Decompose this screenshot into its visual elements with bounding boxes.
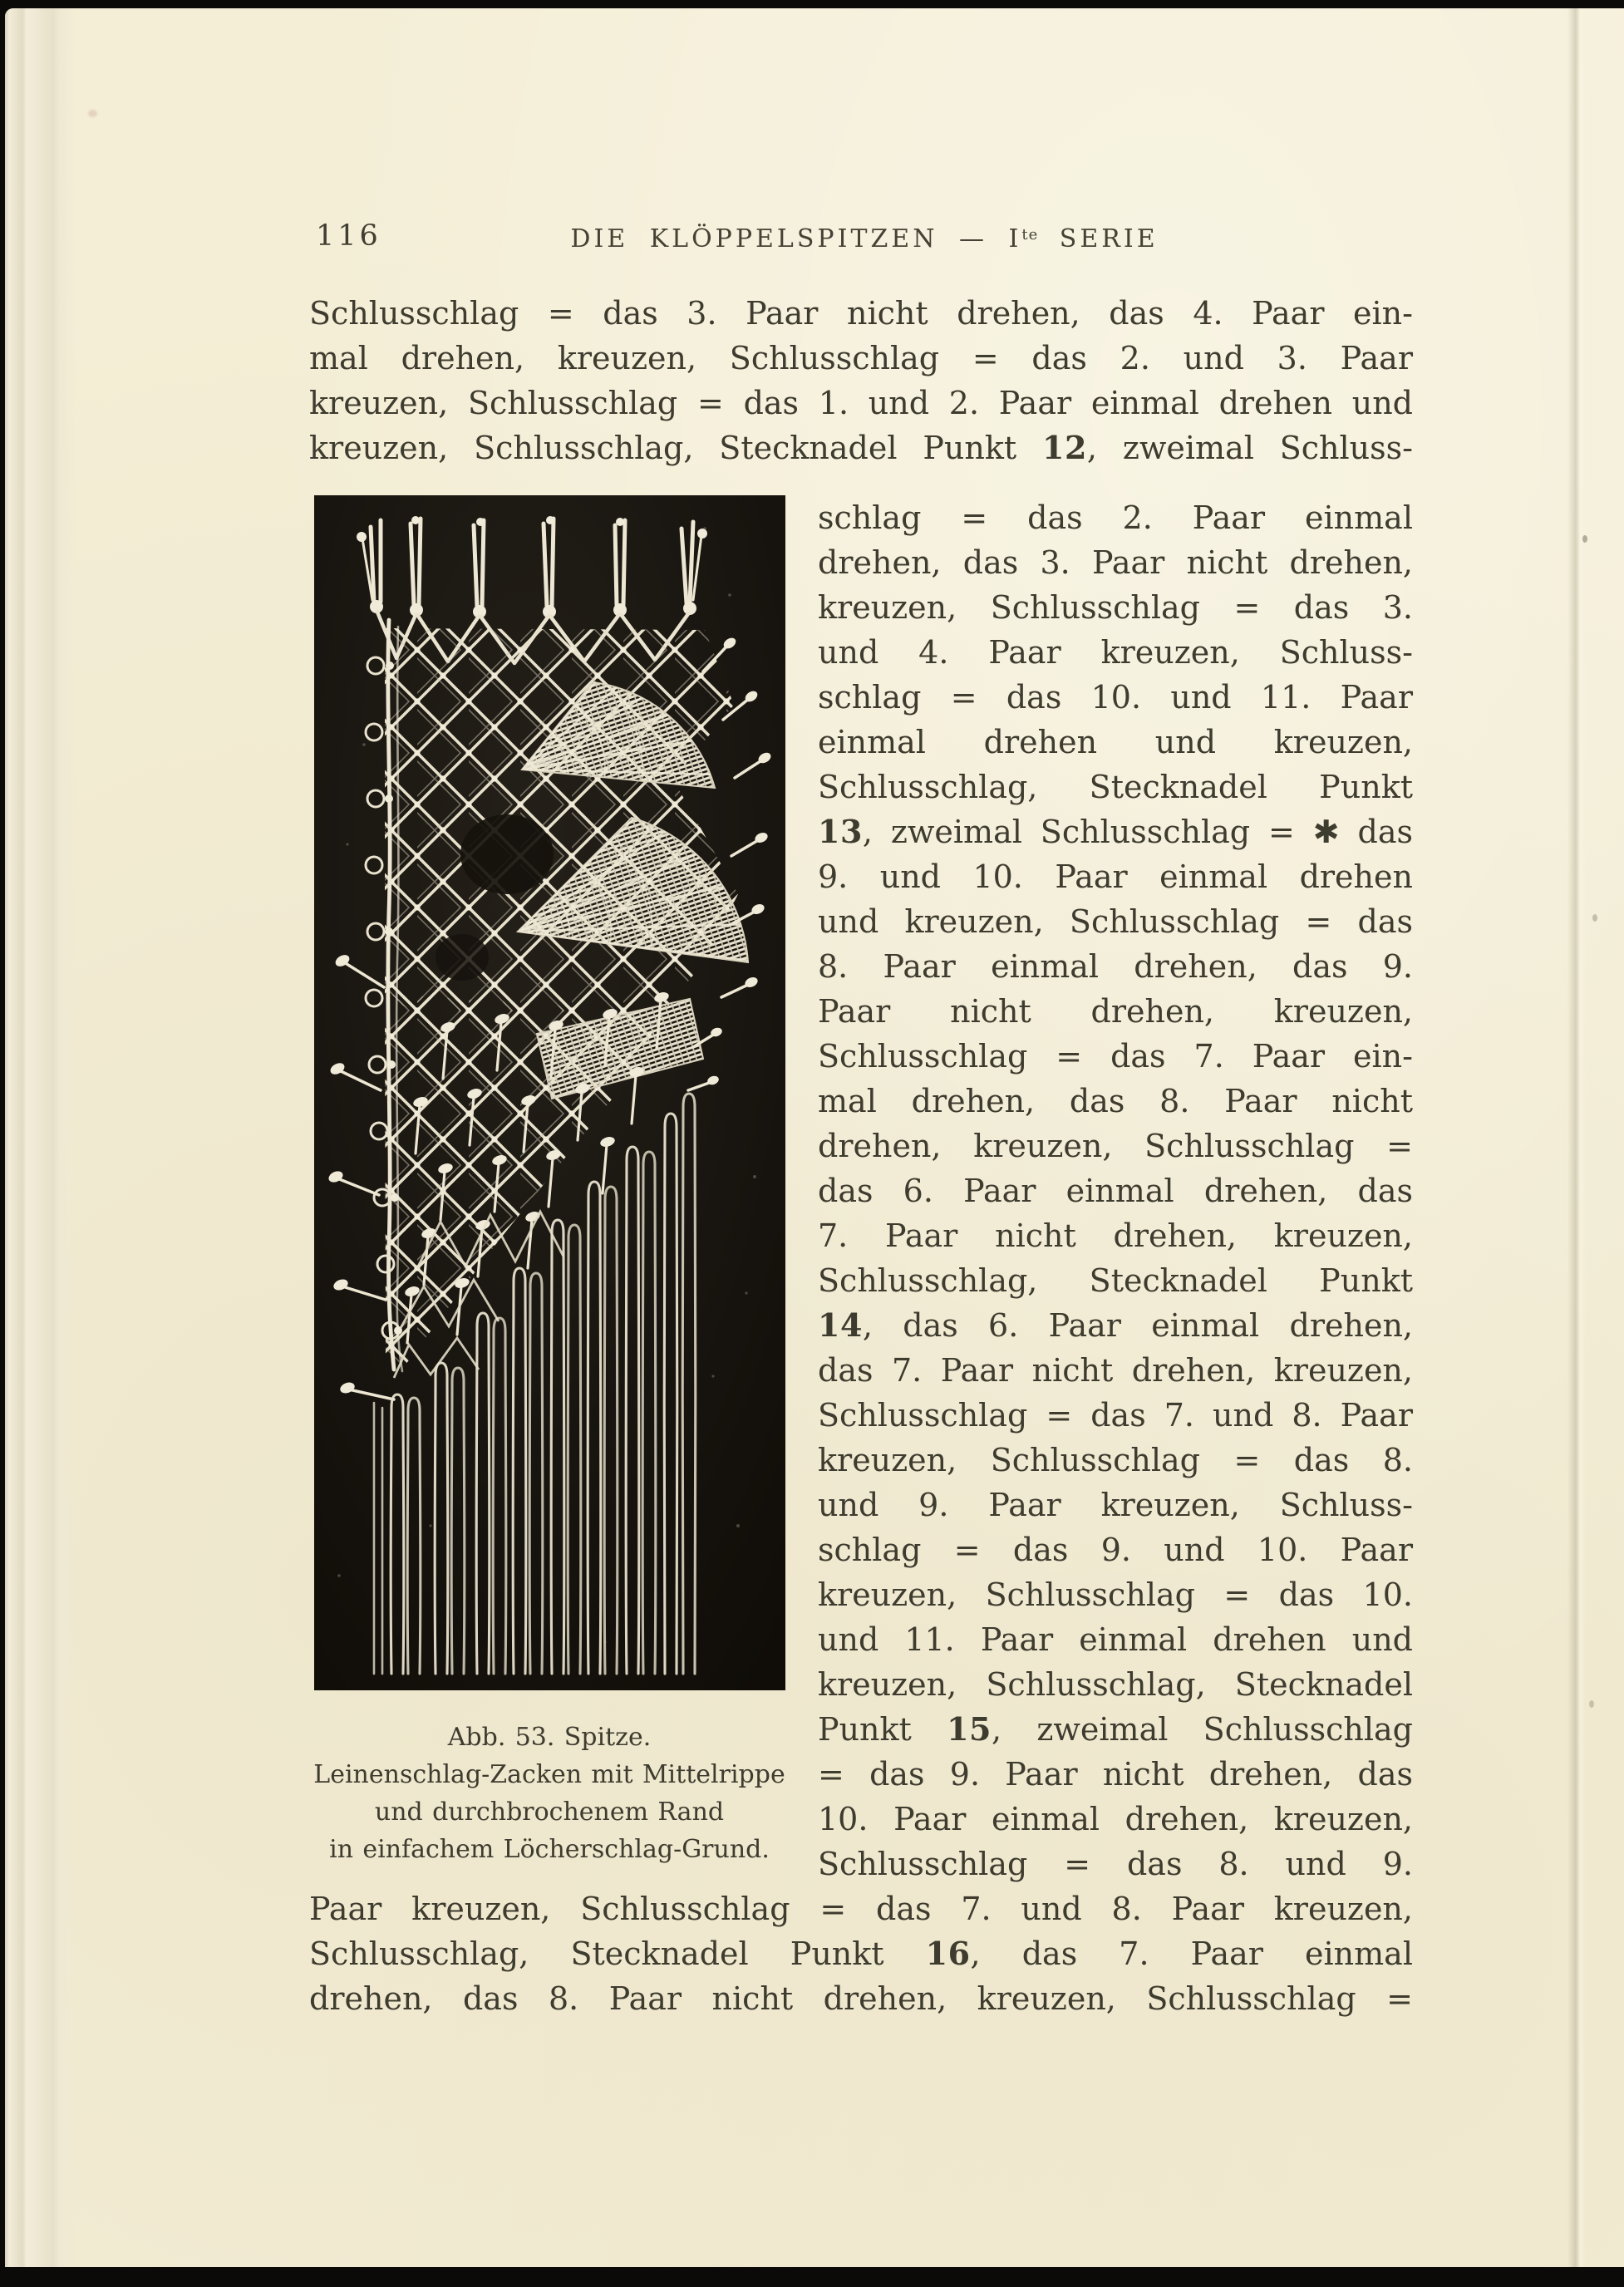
text-line: drehen, das 8. Paar nicht drehen, kreuzen, Schlusschlag = [309,1980,1413,2017]
body-text [309,291,1413,2021]
text-line: = das 9. Paar nicht drehen, das [818,1756,1413,1793]
text-line: mal drehen, das 8. Paar nicht [818,1083,1413,1119]
text-line: und 4. Paar kreuzen, Schluss- [818,634,1413,671]
caption-line: Abb. 53. Spitze. [447,1723,652,1752]
text-line: 13, zweimal Schlusschlag = ✱ das [818,813,1413,850]
text-line: kreuzen, Schlusschlag = das 8. [818,1442,1413,1478]
text-line: und kreuzen, Schlusschlag = das [818,903,1413,940]
text-line: Schlusschlag, Stecknadel Punkt [818,1262,1413,1299]
running-header-suffix: SERIE [1038,224,1159,253]
text-line: mal drehen, kreuzen, Schlusschlag = das 2. und 3. Paar [309,340,1413,376]
text-line: 7. Paar nicht drehen, kreuzen, [818,1217,1413,1254]
text-line: einmal drehen und kreuzen, [818,724,1413,760]
caption-line: Leinenschlag-Zacken mit Mittelrippe [313,1760,785,1789]
page-edge-left [5,8,76,2267]
text-line: schlag = das 10. und 11. Paar [818,679,1413,716]
text-line: Paar kreuzen, Schlusschlag = das 7. und 8. Paar kreuzen, [309,1891,1413,1927]
figure-caption [279,1719,819,1868]
text-line: schlag = das 9. und 10. Paar [818,1532,1413,1568]
text-line: Schlusschlag = das 8. und 9. [818,1846,1413,1882]
figure-abb-53 [309,495,785,1868]
text-line: kreuzen, Schlusschlag, Stecknadel [818,1666,1413,1703]
text-line: 8. Paar einmal drehen, das 9. [818,948,1413,985]
text-line: Schlusschlag = das 7. und 8. Paar [818,1397,1413,1434]
text-line: drehen, das 3. Paar nicht drehen, [818,544,1413,581]
text-line: kreuzen, Schlusschlag, Stecknadel Punkt 12, zweimal Schluss- [309,429,1413,466]
ink-speck [1592,914,1597,922]
caption-line: und durchbrochenem Rand [374,1798,725,1827]
running-header-superscript: te [1021,226,1039,243]
paragraph-top [309,291,1413,470]
foxing-speck [88,110,97,117]
text-line: 9. und 10. Paar einmal drehen [818,858,1413,895]
running-header-text: DIE KLÖPPELSPITZEN — I [570,224,1022,253]
page-number: 116 [316,219,381,253]
text-line: Schlusschlag = das 3. Paar nicht drehen, das 4. Paar ein- [309,295,1413,332]
ink-speck [1589,1700,1594,1708]
text-line: Punkt 15, zweimal Schlusschlag [818,1710,1413,1748]
text-line: kreuzen, Schlusschlag = das 1. und 2. Paar einmal drehen und [309,385,1413,421]
text-line: Schlusschlag, Stecknadel Punkt 16, das 7. Paar einmal [309,1935,1413,1972]
text-line: Schlusschlag = das 7. Paar ein- [818,1038,1413,1075]
text-line: 10. Paar einmal drehen, kreuzen, [818,1801,1413,1837]
text-line: Schlusschlag, Stecknadel Punkt [818,769,1413,805]
ink-speck [1582,535,1587,543]
text-line: das 7. Paar nicht drehen, kreuzen, [818,1352,1413,1389]
text-line: schlag = das 2. Paar einmal [818,499,1413,536]
text-line: 14, das 6. Paar einmal drehen, [818,1306,1413,1344]
lace-photograph [314,495,785,1690]
text-line: und 9. Paar kreuzen, Schluss- [818,1487,1413,1523]
text-line: kreuzen, Schlusschlag = das 10. [818,1576,1413,1613]
text-line: Paar nicht drehen, kreuzen, [818,993,1413,1030]
text-line: das 6. Paar einmal drehen, das [818,1173,1413,1209]
book-page [5,8,1624,2267]
text-line: drehen, kreuzen, Schlusschlag = [818,1128,1413,1164]
text-line: kreuzen, Schlusschlag = das 3. [818,589,1413,626]
text-line: und 11. Paar einmal drehen und [818,1621,1413,1658]
caption-line: in einfachem Löcherschlag-Grund. [329,1835,770,1864]
paragraph-bottom [309,1886,1413,2021]
page-crease-right [1567,8,1586,2267]
running-header [532,224,1197,253]
